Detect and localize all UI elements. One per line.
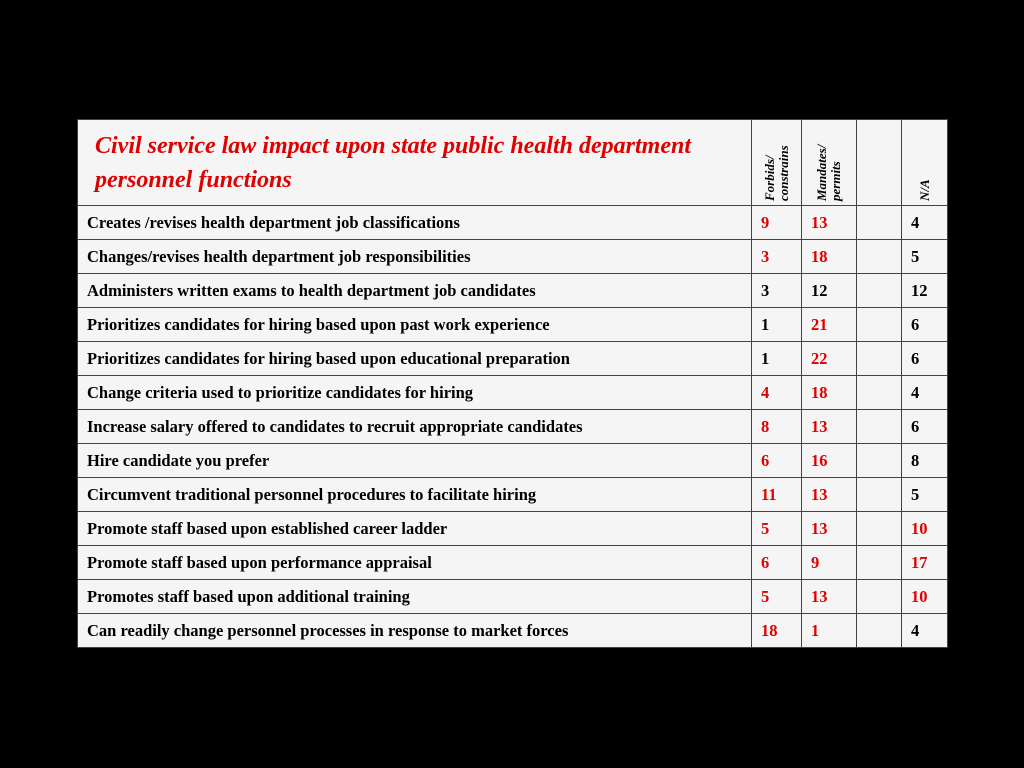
na-value: 4 (902, 376, 948, 410)
forbids-value: 11 (752, 478, 802, 512)
mandates-value: 13 (802, 410, 857, 444)
row-label: Promote staff based upon established career ladder (78, 512, 752, 546)
blank-value (857, 444, 902, 478)
forbids-value: 3 (752, 240, 802, 274)
na-value: 12 (902, 274, 948, 308)
forbids-value: 6 (752, 546, 802, 580)
forbids-value: 9 (752, 206, 802, 240)
blank-value (857, 342, 902, 376)
impact-table (77, 119, 948, 648)
mandates-value: 9 (802, 546, 857, 580)
na-value: 4 (902, 614, 948, 648)
mandates-value: 18 (802, 240, 857, 274)
na-value: 5 (902, 240, 948, 274)
mandates-value: 18 (802, 376, 857, 410)
mandates-value: 13 (802, 478, 857, 512)
na-value: 10 (902, 580, 948, 614)
table-row (78, 580, 948, 614)
mandates-value: 1 (802, 614, 857, 648)
row-label: Circumvent traditional personnel procedures to facilitate hiring (78, 478, 752, 512)
table-row (78, 274, 948, 308)
row-label: Promotes staff based upon additional training (78, 580, 752, 614)
row-label: Prioritizes candidates for hiring based upon educational preparation (78, 342, 752, 376)
blank-value (857, 614, 902, 648)
forbids-value: 4 (752, 376, 802, 410)
table-row (78, 614, 948, 648)
table-row (78, 308, 948, 342)
na-value: 10 (902, 512, 948, 546)
blank-value (857, 308, 902, 342)
table-body (78, 120, 948, 648)
forbids-value: 8 (752, 410, 802, 444)
header-row (78, 120, 948, 206)
row-label: Administers written exams to health department job candidates (78, 274, 752, 308)
forbids-value: 6 (752, 444, 802, 478)
table-row (78, 240, 948, 274)
na-value: 5 (902, 478, 948, 512)
row-label: Changes/revises health department job responsibilities (78, 240, 752, 274)
mandates-value: 21 (802, 308, 857, 342)
blank-value (857, 274, 902, 308)
blank-value (857, 376, 902, 410)
na-value: 6 (902, 342, 948, 376)
header-na (902, 120, 948, 206)
row-label: Can readily change personnel processes in response to market forces (78, 614, 752, 648)
header-na-label: N/A (916, 179, 932, 201)
na-value: 17 (902, 546, 948, 580)
row-label: Change criteria used to prioritize candidates for hiring (78, 376, 752, 410)
header-mandates-label: Mandates/ permits (814, 144, 843, 201)
blank-value (857, 546, 902, 580)
forbids-value: 18 (752, 614, 802, 648)
forbids-value: 5 (752, 512, 802, 546)
na-value: 4 (902, 206, 948, 240)
table-row (78, 478, 948, 512)
table-row (78, 546, 948, 580)
row-label: Increase salary offered to candidates to recruit appropriate candidates (78, 410, 752, 444)
table-row (78, 206, 948, 240)
mandates-value: 13 (802, 512, 857, 546)
row-label: Prioritizes candidates for hiring based upon past work experience (78, 308, 752, 342)
table-row (78, 342, 948, 376)
header-mandates (802, 120, 857, 206)
blank-value (857, 580, 902, 614)
table-title: Civil service law impact upon state public health department personnel functions (78, 120, 752, 206)
blank-value (857, 478, 902, 512)
forbids-value: 1 (752, 342, 802, 376)
mandates-value: 13 (802, 580, 857, 614)
mandates-value: 12 (802, 274, 857, 308)
forbids-value: 1 (752, 308, 802, 342)
row-label: Hire candidate you prefer (78, 444, 752, 478)
na-value: 6 (902, 410, 948, 444)
mandates-value: 16 (802, 444, 857, 478)
mandates-value: 13 (802, 206, 857, 240)
na-value: 6 (902, 308, 948, 342)
blank-value (857, 206, 902, 240)
blank-value (857, 512, 902, 546)
table-row (78, 376, 948, 410)
blank-value (857, 410, 902, 444)
header-blank (857, 120, 902, 206)
forbids-value: 5 (752, 580, 802, 614)
mandates-value: 22 (802, 342, 857, 376)
header-forbids-label: Forbids/ constrains (761, 145, 791, 201)
table-row (78, 444, 948, 478)
forbids-value: 3 (752, 274, 802, 308)
row-label: Promote staff based upon performance appraisal (78, 546, 752, 580)
header-forbids (752, 120, 802, 206)
blank-value (857, 240, 902, 274)
table-row (78, 410, 948, 444)
na-value: 8 (902, 444, 948, 478)
table-row (78, 512, 948, 546)
row-label: Creates /revises health department job classifications (78, 206, 752, 240)
